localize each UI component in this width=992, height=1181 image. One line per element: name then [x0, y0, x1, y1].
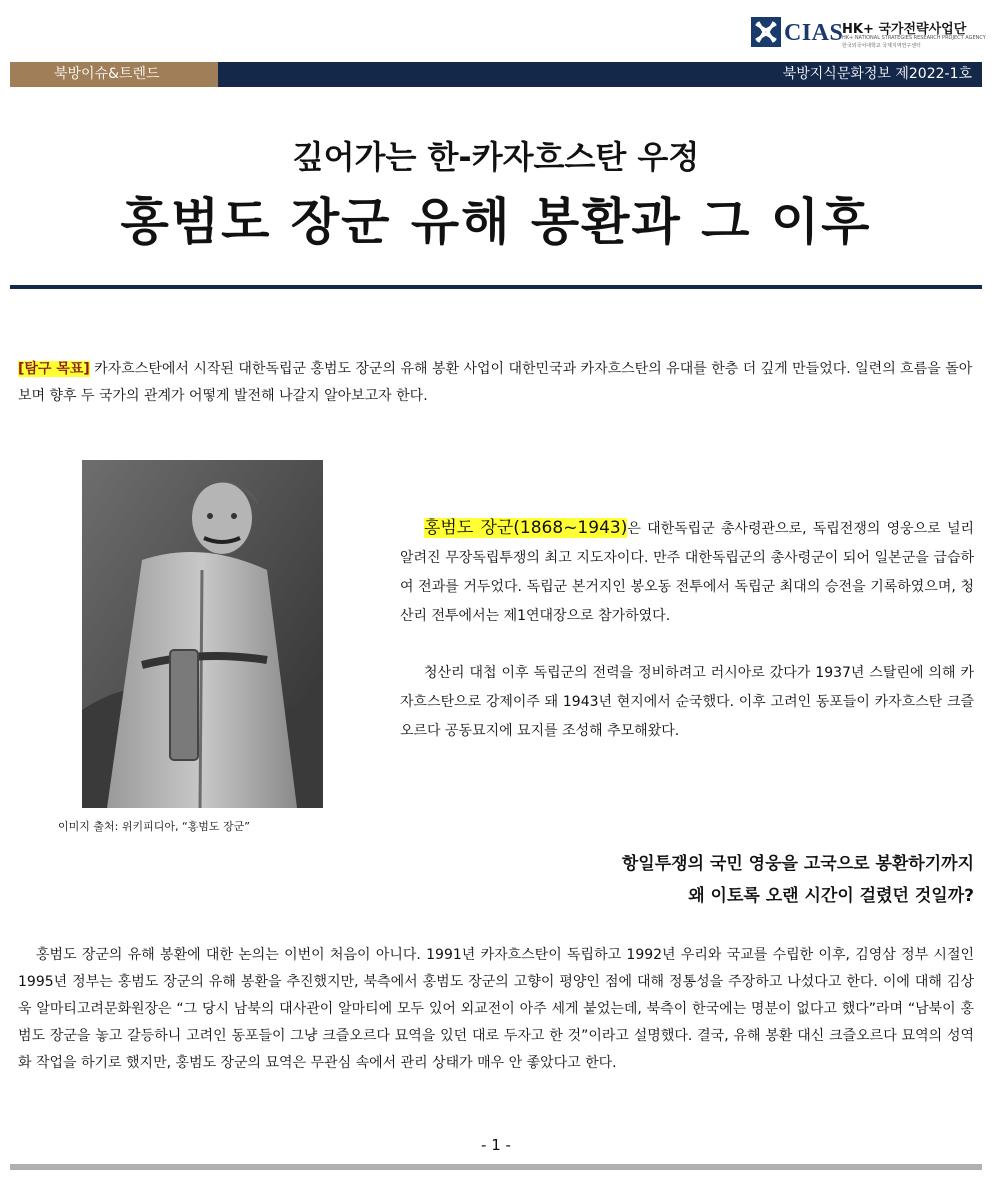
footer-divider	[10, 1164, 982, 1170]
page-number: - 1 -	[481, 1136, 511, 1154]
key-question-line-2: 왜 이토록 오랜 시간이 걸렸던 것일까?	[688, 886, 974, 906]
research-goal-tag: [탐구 목표]	[18, 361, 90, 377]
bio-paragraph-2: 청산리 대첩 이후 독립군의 전력을 정비하려고 러시아로 갔다가 1937년 스탈린에 의해 카자흐스탄으로 강제이주 돼 1943년 현지에서 순국했다. 이후 고려인 동포들이 카자흐스탄 크즐오르다 공동묘지에 묘지를 조성해 추모해왔다.	[400, 665, 974, 739]
logo-text: CIAS	[784, 20, 844, 46]
bio-paragraph-1	[400, 514, 974, 631]
section-label: 북방이슈&트렌드	[10, 62, 218, 87]
cias-emblem-icon	[750, 16, 782, 48]
body-paragraph: 홍범도 장군의 유해 봉환에 대한 논의는 이번이 처음이 아니다. 1991년 카자흐스탄이 독립하고 1992년 우리와 국교를 수립한 이후, 김영삼 정부 시절인 1995년 정부는 홍범도 장군의 유해 봉환을 추진했지만, 북측에서 홍범도 장군의 고향이 평양인 점에 대해 정통성을 주장하고 나섰다고 한다. 이에 대해 김상욱 알마티고려문화원장은 “그 당시 남북의 대사관이 알마티에 모두 있어 외교전이 아주 세게 붙었는데, 북측이 한국에는 명분이 없다고 했다”라며 “남북이 홍범도 장군을 놓고 갈등하니 고려인 동포들이 그냥 크즐오르다 묘역을 있던 대로 두자고 한 것”이라고 설명했다. 결국, 유해 봉환 대신 크즐오르다 묘역의 성역화 작업을 하기로 했지만, 홍범도 장군의 묘역은 무관심 속에서 관리 상태가 매우 안 좋았다고 한다.	[18, 947, 974, 1071]
logo-subtitle-ko: 한국외국어대학교 국제지역연구센터	[842, 43, 921, 49]
header-band	[10, 62, 982, 87]
title-divider	[10, 285, 982, 289]
key-question	[622, 848, 974, 912]
biography	[400, 514, 974, 746]
photo-caption: 이미지 출처: 위키피디아, “홍범도 장군”	[58, 820, 250, 833]
body-text	[18, 942, 974, 1077]
bio-paragraph-1-text: 은 대한독립군 총사령관으로, 독립전쟁의 영웅으로 널리 알려진 무장독립투쟁의 최고 지도자이다. 만주 대한독립군의 총사령군이 되어 일본군을 급습하여 전과를 거두었다. 독립군 본거지인 봉오동 전투에서 독립군 최대의 승전을 기록하였으며, 청산리 전투에서는 제1연대장으로 참가하였다.	[400, 521, 974, 624]
general-portrait-photo	[82, 460, 323, 808]
issue-label: 북방지식문화정보 제2022-1호	[218, 62, 982, 87]
article-subtitle: 깊어가는 한-카자흐스탄 우정	[292, 138, 700, 176]
key-question-line-1: 항일투쟁의 국민 영웅을 고국으로 봉환하기까지	[621, 854, 974, 874]
logo-org-name: HK+ 국가전략사업단	[842, 22, 967, 37]
cias-logo	[750, 14, 986, 54]
research-goal-text: 카자흐스탄에서 시작된 대한독립군 홍범도 장군의 유해 봉환 사업이 대한민국과 카자흐스탄의 유대를 한층 더 깊게 만들었다. 일련의 흐름을 돌아보며 향후 두 국가의 관계가 어떻게 발전해 나갈지 알아보고자 한다.	[18, 361, 973, 404]
research-goal	[18, 356, 974, 410]
bio-highlight: 홍범도 장군(1868~1943)	[424, 518, 628, 538]
logo-subtitle-en: HK+ NATIONAL STRATEGIES RESEARCH PROJECT AGENCY	[842, 35, 986, 41]
article-title: 홍범도 장군 유해 봉환과 그 이후	[120, 193, 872, 251]
